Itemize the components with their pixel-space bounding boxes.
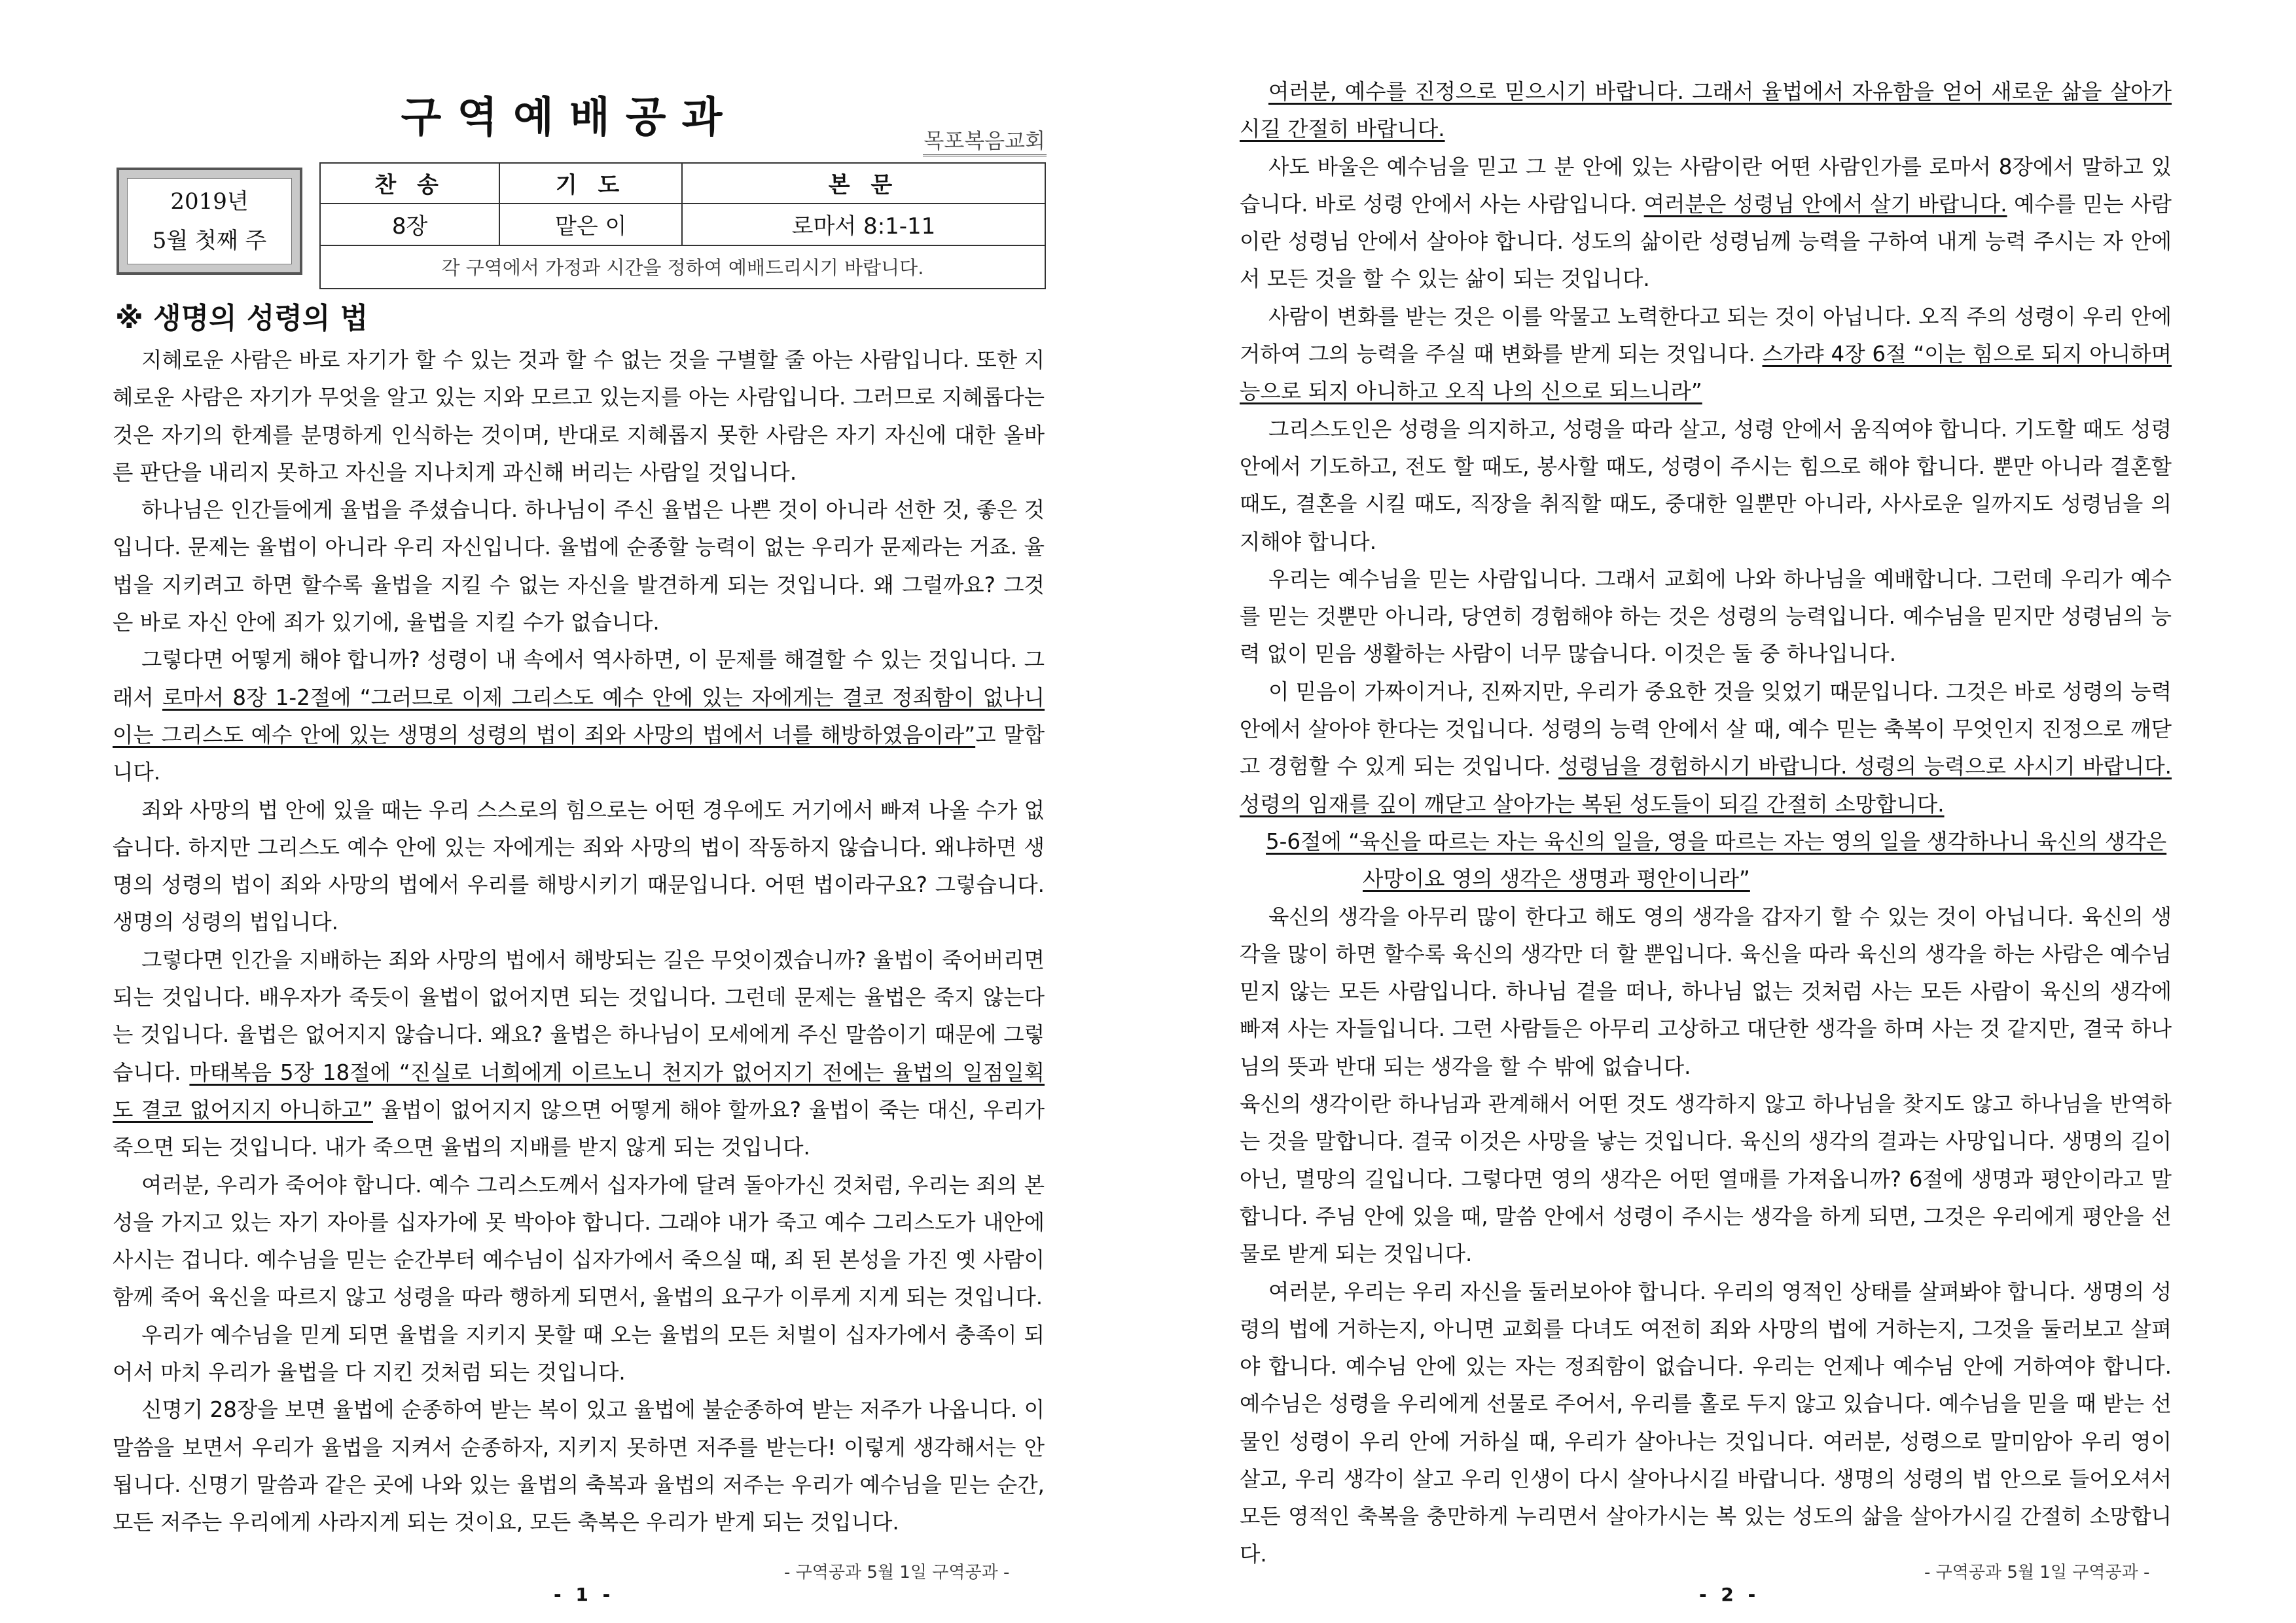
- hymn-value: 8장: [320, 204, 499, 245]
- paragraph: 여러분, 우리가 죽어야 합니다. 예수 그리스도께서 십자가에 달려 돌아가신 것처럼, 우리는 죄의 본성을 가지고 있는 자기 자아를 십자가에 못 박아야 합니다. 그래야 내가 죽고 예수 그리스도가 내안에 사시는 겁니다. 예수님을 믿는 순간부터 예수님이 십자가에서 죽으실 때, 죄 된 본성을 가진 옛 사람이 함께 죽어 육신을 따르지 않고 성령을 따라 행하게 되면서, 율법의 요구가 이루게 지게 되는 것입니다.: [113, 1172, 1045, 1310]
- scripture-quote: 로마서 8장 1-2절에 “그러므로 이제 그리스도 예수 안에 있는 자에게는 결코 정죄함이 없나니 이는 그리스도 예수 안에 있는 생명의 성령의 법이 죄와 사망의 법에서 너를 해방하였음이라”: [113, 685, 1045, 747]
- paragraph: 육신의 생각을 아무리 많이 한다고 해도 영의 생각을 갑자기 할 수 있는 것이 아닙니다. 육신의 생각을 많이 하면 할수록 육신의 생각만 더 할 뿐입니다. 육신을 따라 육신의 생각을 하는 사람은 예수님 믿지 않는 모든 사람입니다. 하나님 곁을 떠나, 하나님 없는 것처럼 사는 모든 사람이 육신의 생각에 빠져 사는 자들입니다. 그런 사람들은 아무리 고상하고 대단한 생각을 하며 사는 것 같지만, 결국 하나님의 뜻과 반대 되는 생각을 할 수 밖에 없습니다.: [1240, 904, 2172, 1079]
- paragraph: 우리는 예수님을 믿는 사람입니다. 그래서 교회에 나와 하나님을 예배합니다. 그런데 우리가 예수를 믿는 것뿐만 아니라, 당연히 경험해야 하는 것은 성령의 능력입니다. 예수님을 믿지만 성령님의 능력 없이 믿음 생활하는 사람이 너무 많습니다. 이것은 둘 중 하나입니다.: [1240, 566, 2172, 667]
- date-week: 5월 첫째 주: [152, 228, 267, 254]
- paragraph: 육신의 생각이란 하나님과 관계해서 어떤 것도 생각하지 않고 하나님을 찾지도 않고 하나님을 반역하는 것을 말합니다. 결국 이것은 사망을 낳는 것입니다. 육신의 생각의 결과는 사망입니다. 생명의 길이 아닌, 멸망의 길입니다. 그렇다면 영의 생각은 어떤 열매를 가져옵니까? 6절에 생명과 평안이라고 말합니다. 주님 안에 있을 때, 말씀 안에서 성령이 주시는 생각을 하게 되면, 그것은 우리에게 평안을 선물로 받게 되는 것입니다.: [1240, 1092, 2172, 1267]
- paragraph-text: 그렇다면 어떻게 해야 합니까? 성령이 내 속에서 역사하면, 이 문제를 해결할 수 있는 것입니다. 그래서: [113, 647, 1045, 710]
- church-name: 목포복음교회: [923, 128, 1047, 156]
- page-number: - 1 -: [554, 1584, 615, 1605]
- info-note-row: [320, 245, 1045, 289]
- info-value-row: [320, 204, 1045, 245]
- scripture-value: 로마서 8:1-11: [682, 204, 1045, 245]
- section-title: ※ 생명의 성령의 법: [115, 302, 368, 335]
- paragraph-text: 그렇다면 인간을 지배하는 죄와 사망의 법에서 해방되는 길은 무엇이겠습니까? 율법이 죽어버리면 되는 것입니다. 배우자가 죽듯이 율법이 없어지면 되는 것입니다. 그런데 문제는 율법은 죽지 않는다는 것입니다. 율법은 없어지지 않습니다. 왜요? 율법은 하나님이 모세에게 주신 말씀이기 때문에 그렇습니다.: [113, 947, 1045, 1085]
- paragraph-text: 이 믿음이 가짜이거나, 진짜지만, 우리가 중요한 것을 잊었기 때문입니다. 그것은 바로 성령의 능력 안에서 살아야 한다는 것입니다. 성령의 능력 안에서 살 때, 예수 믿는 축복이 무엇인지 진정으로 깨닫고 경험할 수 있게 되는 것입니다.: [1240, 679, 2172, 779]
- prayer-value: 맡은 이: [499, 204, 682, 245]
- info-header-row: [320, 163, 1045, 204]
- paragraph: 지혜로운 사람은 바로 자기가 할 수 있는 것과 할 수 없는 것을 구별할 줄 아는 사람입니다. 또한 지혜로운 사람은 자기가 무엇을 알고 있는 지와 모르고 있는지를 아는 사람입니다. 그러므로 지혜롭다는 것은 자기의 한계를 분명하게 인식하는 것이며, 반대로 지혜롭지 못한 사람은 자기 자신에 대한 올바른 판단을 내리지 못하고 자신을 지나치게 과신해 버리는 사람일 것입니다.: [113, 348, 1045, 485]
- scripture-quote: 스가랴 4장 6절 “이는 힘으로 되지 아니하며 능으로 되지 아니하고 오직 나의 신으로 되느니라”: [1240, 342, 2172, 404]
- highlighted-text: 여러분, 예수를 진정으로 믿으시기 바랍니다. 그래서 율법에서 자유함을 얻어 새로운 삶을 살아가시길 간절히 바랍니다.: [1240, 79, 2172, 142]
- scripture-quote: 마태복음 5장 18절에 “진실로 너희에게 이르노니 천지가 없어지기 전에는 율법의 일점일획도 결코 없어지지 아니하고”: [113, 1060, 1045, 1122]
- right-column-text: [1240, 73, 2172, 1573]
- paragraph: 여러분, 우리는 우리 자신을 둘러보아야 합니다. 우리의 영적인 상태를 살펴봐야 합니다. 생명의 성령의 법에 거하는지, 아니면 교회를 다녀도 여전히 죄와 사망의 법에 거하는지, 그것을 둘러보고 살펴야 합니다. 예수님 안에 있는 자는 정죄함이 없습니다. 우리는 언제나 예수님 안에 거하여야 합니다. 예수님은 성령을 우리에게 선물로 주어서, 우리를 홀로 두지 않고 있습니다. 예수님을 믿을 때 받는 선물인 성령이 우리 안에 거하실 때, 우리가 살아나는 것입니다. 여러분, 성령으로 말미암아 우리 영이 살고, 우리 생각이 살고 우리 인생이 다시 살아나시길 바랍니다. 생명의 성령의 법 안으로 들어오셔서 모든 영적인 축복을 충만하게 누리면서 살아가시는 복 있는 성도의 삶을 살아가시길 간절히 소망합니다.: [1240, 1279, 2172, 1567]
- paragraph: [113, 641, 1045, 791]
- paragraph: 그리스도인은 성령을 의지하고, 성령을 따라 살고, 성령 안에서 움직여야 합니다. 기도할 때도 성령 안에서 기도하고, 전도 할 때도, 봉사할 때도, 성령이 주시는 힘으로 해야 합니다. 뿐만 아니라 결혼할 때도, 결혼을 시킬 때도, 직장을 취직할 때도, 중대한 일뿐만 아니라, 사사로운 일까지도 성령님을 의지해야 합니다.: [1240, 416, 2172, 554]
- page-number: - 2 -: [1699, 1584, 1760, 1605]
- scripture-quote-line: 5-6절에 “육신을 따르는 자는 육신의 일을, 영을 따르는 자는 영의 일을 생각하나니 육신의 생각은: [1266, 829, 2167, 854]
- scripture-quote-line: 사망이요 영의 생각은 생명과 평안이니라”: [1363, 866, 1750, 892]
- left-column-text: [113, 342, 1045, 1542]
- paragraph: 죄와 사망의 법 안에 있을 때는 우리 스스로의 힘으로는 어떤 경우에도 거기에서 빠져 나올 수가 없습니다. 하지만 그리스도 예수 안에 있는 자에게는 죄와 사망의 법이 작동하지 않습니다. 왜냐하면 생명의 성령의 법이 죄와 사망의 법에서 우리를 해방시키기 때문입니다. 어떤 법이라구요? 그렇습니다. 생명의 성령의 법입니다.: [113, 797, 1045, 935]
- footer-label: - 구역공과 5월 1일 구역공과 -: [784, 1563, 1010, 1582]
- paragraph: [1240, 73, 2172, 149]
- paragraph-text: 사람이 변화를 받는 것은 이를 악물고 노력한다고 되는 것이 아닙니다. 오직 주의 성령이 우리 안에 거하여 그의 능력을 주실 때 변화를 받게 되는 것입니다.: [1240, 304, 2172, 367]
- scripture-header: 본 문: [682, 163, 1045, 204]
- highlighted-text: 성령님을 경험하시기 바랍니다. 성령의 능력으로 사시기 바랍니다. 성령의 임재를 깊이 깨닫고 살아가는 복된 성도들이 되길 간절히 소망합니다.: [1240, 754, 2172, 817]
- page-right: [1148, 0, 2296, 1623]
- hymn-header: 찬 송: [320, 163, 499, 204]
- paragraph: [1240, 149, 2172, 298]
- prayer-header: 기 도: [499, 163, 682, 204]
- paragraph-text: 고 말합니다.: [113, 722, 1045, 785]
- worship-info-table: [319, 162, 1046, 289]
- paragraph: 우리가 예수님을 믿게 되면 율법을 지키지 못할 때 오는 율법의 모든 처벌이 십자가에서 충족이 되어서 마치 우리가 율법을 다 지킨 것처럼 되는 것입니다.: [113, 1322, 1045, 1385]
- info-note: 각 구역에서 가정과 시간을 정하여 예배드리시기 바랍니다.: [320, 245, 1045, 289]
- date-year: 2019년: [170, 188, 249, 215]
- scripture-quote-block: [1240, 823, 2172, 899]
- date-box-inner: [127, 178, 292, 264]
- paragraph: [113, 942, 1045, 1167]
- paragraph: 하나님은 인간들에게 율법을 주셨습니다. 하나님이 주신 율법은 나쁜 것이 아니라 선한 것, 좋은 것입니다. 문제는 율법이 아니라 우리 자신입니다. 율법에 순종할 능력이 없는 우리가 문제라는 거죠. 율법을 지키려고 하면 할수록 율법을 지킬 수 없는 자신을 발견하게 되는 것입니다. 왜 그럴까요? 그것은 바로 자신 안에 죄가 있기에, 율법을 지킬 수가 없습니다.: [113, 497, 1045, 635]
- footer-label: - 구역공과 5월 1일 구역공과 -: [1924, 1563, 2150, 1582]
- paragraph-text: 예수를 믿는 사람이란 성령님 안에서 살아야 합니다. 성도의 삶이란 성령님께 능력을 구하여 내게 능력 주시는 자 안에서 모든 것을 할 수 있는 삶이 되는 것입니다.: [1240, 191, 2172, 292]
- date-box: [117, 168, 302, 275]
- document-title: 구역예배공과: [401, 94, 738, 142]
- paragraph-text: 사도 바울은 예수님을 믿고 그 분 안에 있는 사람이란 어떤 사람인가를 로마서 8장에서 말하고 있습니다. 바로 성령 안에서 사는 사람입니다.: [1240, 154, 2172, 217]
- highlighted-text: 여러분은 성령님 안에서 살기 바랍니다.: [1643, 191, 2007, 217]
- paragraph: 신명기 28장을 보면 율법에 순종하여 받는 복이 있고 율법에 불순종하여 받는 저주가 나옵니다. 이 말씀을 보면서 우리가 율법을 지켜서 순종하자, 지키지 못하면 저주를 받는다! 이렇게 생각해서는 안 됩니다. 신명기 말씀과 같은 곳에 나와 있는 율법의 축복과 율법의 저주는 우리가 예수님을 믿는 순간, 모든 저주는 우리에게 사라지게 되는 것이요, 모든 축복은 우리가 받게 되는 것입니다.: [113, 1397, 1045, 1535]
- paragraph: [1240, 673, 2172, 823]
- paragraph: [1240, 298, 2172, 411]
- paragraph-text: 율법이 없어지지 않으면 어떻게 해야 할까요? 율법이 죽는 대신, 우리가 죽으면 되는 것입니다. 내가 죽으면 율법의 지배를 받지 않게 되는 것입니다.: [113, 1097, 1045, 1160]
